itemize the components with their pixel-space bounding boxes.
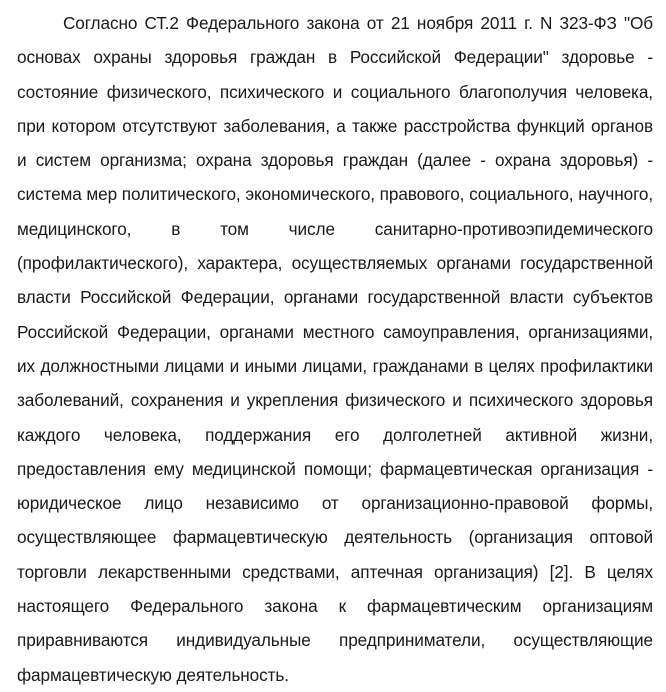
body-paragraph: Согласно СТ.2 Федерального закона от 21 ноября 2011 г. N 323-ФЗ "Об основах охраны здоровья граждан в Российской Федерации" здоровье - состояние физического, психического и социального благополучия человека, при котором отсутствуют заболевания, а также расстройства функций органов и систем организма; охрана здоровья граждан (далее - охрана здоровья) - система мер политического, экономического, правового, социального, научного, медицинского, в том числе санитарно-противоэпидемического (профилактического), характера, осуществляемых органами государственной власти Российской Федерации, органами государственной власти субъектов Российской Федерации, органами местного самоуправления, организациями, их должностными лицами и иными лицами, гражданами в целях профилактики заболеваний, сохранения и укрепления физического и психического здоровья каждого человека, поддержания его долголетней активной жизни, предоставления ему медицинской помощи; фармацевтическая организация - юридическое лицо независимо от организационно-правовой формы, осуществляющее фармацевтическую деятельность (организация оптовой торговли лекарственными средствами, аптечная организация) [2]. В целях настоящего Федерального закона к фармацевтическим организациям приравниваются индивидуальные предприниматели, осуществляющие фармацевтическую деятельность. <box>17 13 653 685</box>
document-page <box>17 6 653 692</box>
